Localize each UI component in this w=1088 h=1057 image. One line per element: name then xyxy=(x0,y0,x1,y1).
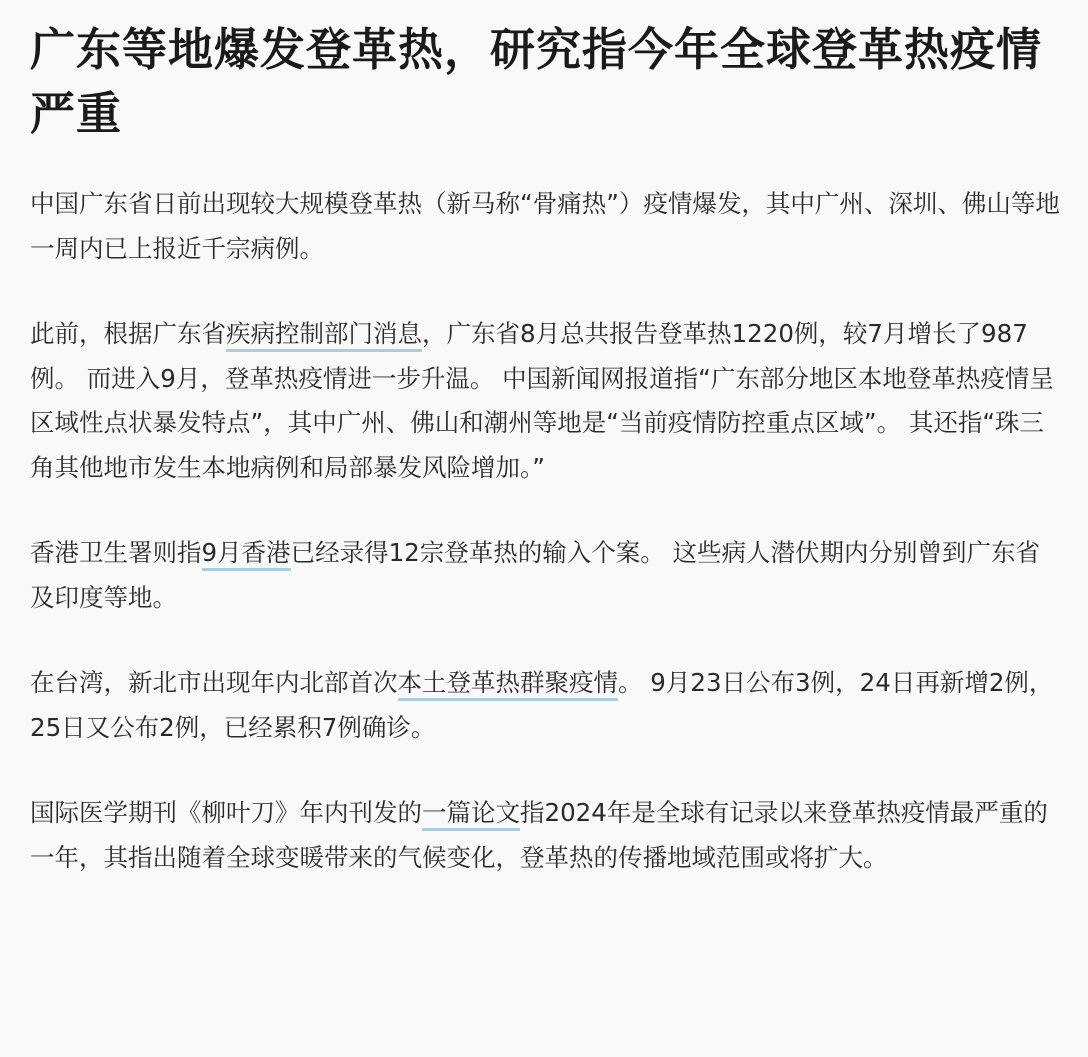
paragraph-text: 中国广东省日前出现较大规模登革热（新马称“骨痛热”）疫情爆发，其中广州、深圳、佛山等地一周内已上报近千宗病例。 xyxy=(30,189,1060,263)
paragraph-lancet xyxy=(30,791,1060,880)
paragraph-guangdong-stats xyxy=(30,312,1060,490)
link-hong-kong-september[interactable]: 9月香港 xyxy=(202,538,291,571)
paragraph-text: 已经录得12宗登革热的输入个案。 这些病人潜伏期内分别曾到广东省及印度等地。 xyxy=(30,538,1041,612)
paragraph-hong-kong xyxy=(30,531,1060,620)
link-local-cluster[interactable]: 本土登革热群聚疫情 xyxy=(398,668,619,701)
paragraph-outbreak xyxy=(30,182,1060,271)
article xyxy=(30,18,1060,880)
paragraph-text: 在台湾，新北市出现年内北部首次 xyxy=(30,668,398,697)
paragraph-text: ，广东省8月总共报告登革热1220例，较7月增长了987例。 而进入9月，登革热疫情进一步升温。 中国新闻网报道指“广东部分地区本地登革热疫情呈区域性点状暴发特点”，其中广州、佛山和潮州等地是“当前疫情防控重点区域”。 其还指“珠三角其他地市发生本地病例和局部暴发风险增加。” xyxy=(30,319,1054,482)
paragraph-text: 。 9月23日公布3例，24日再新增2例，25日又公布2例，已经累积7例确诊。 xyxy=(30,668,1054,742)
paragraph-text: 国际医学期刊《柳叶刀》年内刊发的 xyxy=(30,798,422,827)
paragraph-text: 香港卫生署则指 xyxy=(30,538,202,567)
paragraph-text: 此前，根据广东省 xyxy=(30,319,226,348)
link-disease-control-news[interactable]: 疾病控制部门消息 xyxy=(226,319,422,352)
headline: 广东等地爆发登革热，研究指今年全球登革热疫情严重 xyxy=(30,23,1043,140)
link-lancet-paper[interactable]: 一篇论文 xyxy=(422,798,520,831)
paragraph-taiwan xyxy=(30,661,1060,750)
paragraph-text: 指2024年是全球有记录以来登革热疫情最严重的一年，其指出随着全球变暖带来的气候变化，登革热的传播地域范围或将扩大。 xyxy=(30,798,1048,872)
